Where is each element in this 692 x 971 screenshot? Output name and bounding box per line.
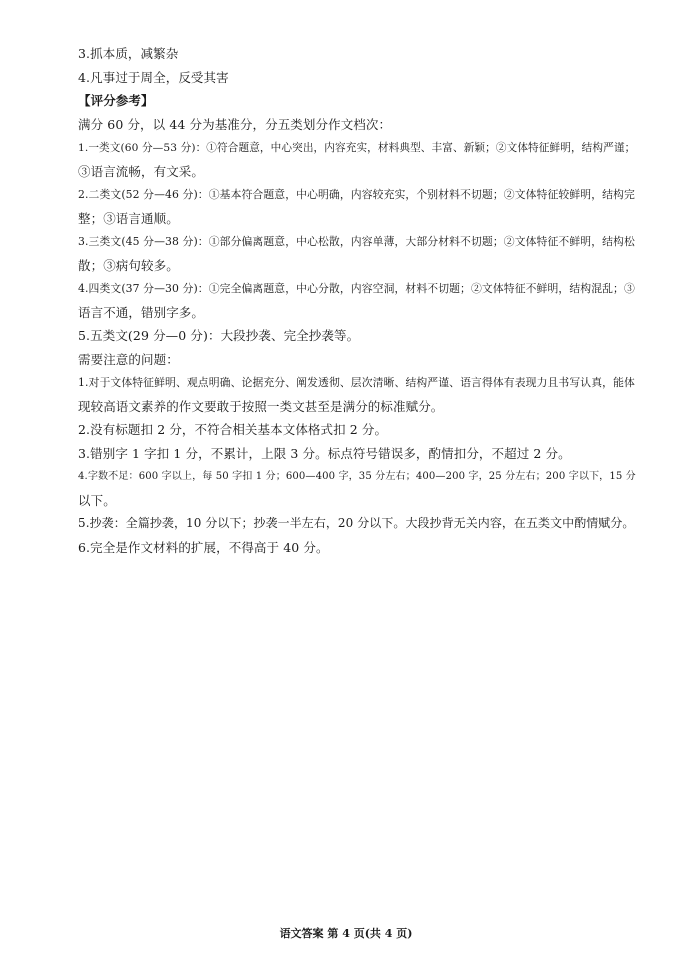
text-line-13: 5.五类文(29 分—0 分)：大段抄袭、完全抄袭等。: [78, 328, 360, 343]
text-line-8: 整；③语言通顺。: [78, 210, 179, 226]
text-line-4: 满分 60 分，以 44 分为基准分，分五类划分作文档次：: [78, 116, 392, 132]
text-line-14: 需要注意的问题：: [78, 351, 179, 367]
answer-document-body: [78, 42, 638, 559]
text-line-12: 语言不通，错别字多。: [78, 304, 205, 320]
text-line-15: 1.对于文体特征鲜明、观点明确、论据充分、阐发透彻、层次清晰、结构严谨、语言得体有表现力且书写认真，能体: [78, 376, 635, 389]
text-line-6: ③语言流畅，有文采。: [78, 163, 205, 179]
text-line-16: 现较高语文素养的作文要敢于按照一类文甚至是满分的标准赋分。: [78, 398, 444, 414]
text-line-17: 2.没有标题扣 2 分，不符合相关基本文体格式扣 2 分。: [78, 422, 388, 437]
text-line-21: 5.抄袭：全篇抄袭，10 分以下；抄袭一半左右，20 分以下。大段抄背无关内容，在五类文中酌情赋分。: [78, 516, 635, 530]
text-line-7: 2.二类文(52 分—46 分)：①基本符合题意，中心明确，内容较充实，个别材料不切题；②文体特征较鲜明，结构完: [78, 188, 635, 201]
text-line-22: 6.完全是作文材料的扩展，不得高于 40 分。: [78, 539, 329, 555]
text-line-19: 4.字数不足：600 字以上，每 50 字扣 1 分；600—400 字，35 分左右；400—200 字，25 分左右；200 字以下，15 分: [78, 471, 636, 482]
text-line-10: 散；③病句较多。: [78, 257, 179, 273]
text-line-9: 3.三类文(45 分—38 分)：①部分偏离题意，中心松散，内容单薄，大部分材料不切题；②文体特征不鲜明，结构松: [78, 235, 635, 248]
text-line-1: 3.抓本质，减繁杂: [78, 46, 179, 61]
text-line-5: 1.一类文(60 分—53 分)：①符合题意，中心突出，内容充实，材料典型、丰富、新颖；②文体特征鲜明，结构严谨；: [78, 141, 636, 154]
text-line-11: 4.四类文(37 分—30 分)：①完全偏离题意，中心分散，内容空洞，材料不切题；②文体特征不鲜明，结构混乱；③: [78, 282, 635, 295]
text-line-20: 以下。: [78, 492, 116, 508]
text-line-2: 4.凡事过于周全，反受其害: [78, 69, 229, 85]
text-line-18: 3.错别字 1 字扣 1 分，不累计，上限 3 分。标点符号错误多，酌情扣分，不超过 2 分。: [78, 445, 571, 461]
page-footer: 语文答案 第 4 页(共 4 页): [279, 927, 413, 940]
section-heading-scoring-reference: 【评分参考】: [78, 93, 154, 108]
